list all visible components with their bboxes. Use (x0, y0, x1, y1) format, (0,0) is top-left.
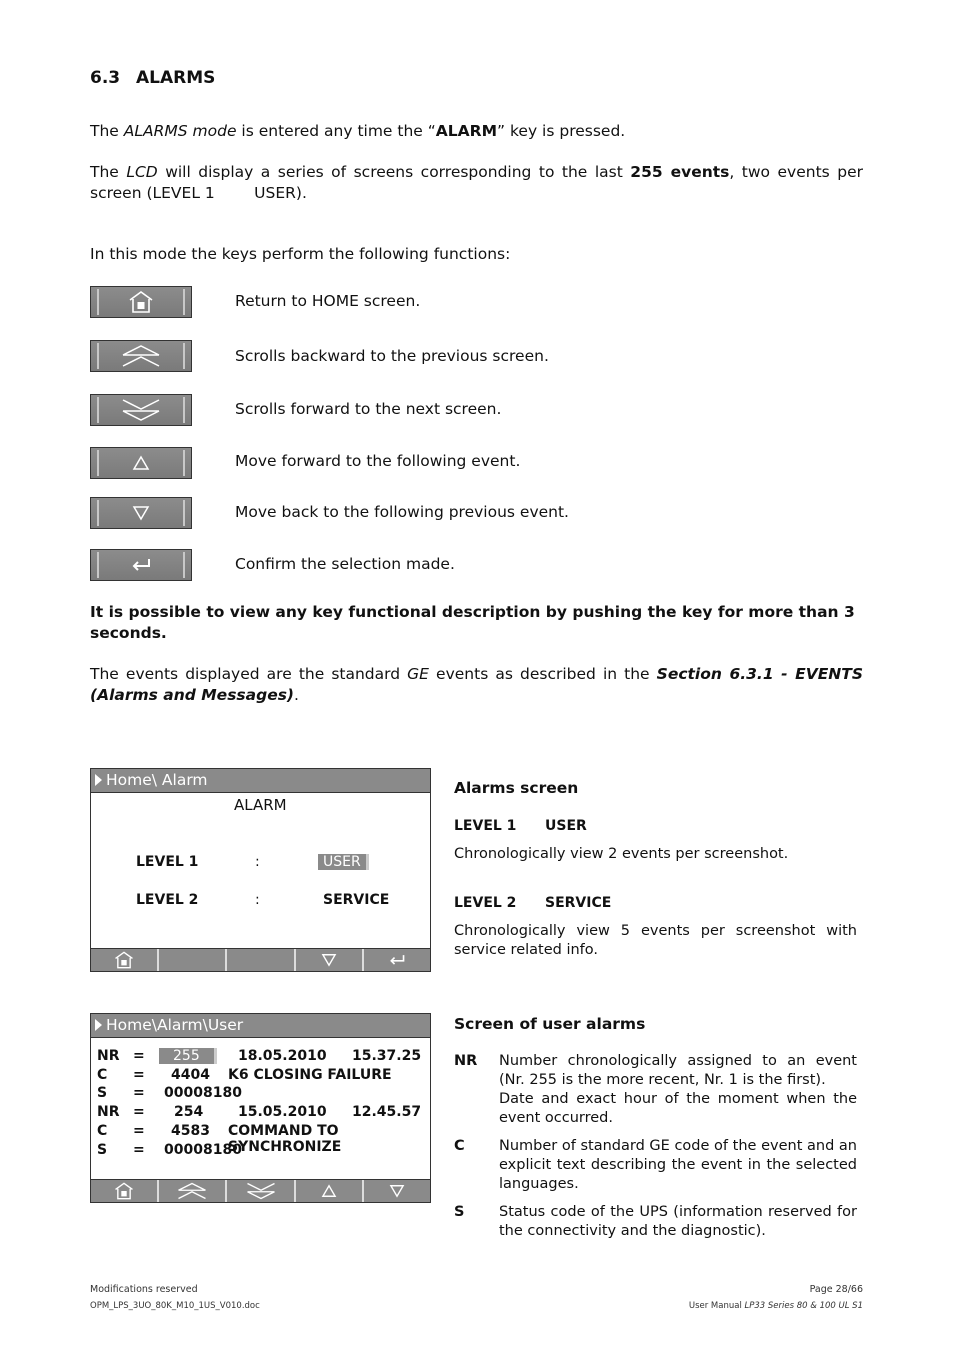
row-eq: = (133, 1085, 145, 1101)
event-code: 4583 (171, 1123, 210, 1139)
event-code: 4404 (171, 1067, 210, 1083)
key-desc-page-down: Scrolls forward to the next screen. (235, 400, 502, 418)
text-italic: ALARMS mode (123, 122, 237, 140)
softkey-empty[interactable] (159, 949, 227, 971)
text: is entered any time the “ (236, 122, 436, 140)
row-key: NR (97, 1104, 120, 1120)
lcd-user-alarms-screen (90, 1013, 431, 1203)
events-paragraph (90, 664, 863, 706)
def-key-nr: NR (454, 1053, 478, 1069)
home-key-button[interactable] (90, 286, 192, 318)
softkey-down[interactable] (364, 1180, 430, 1202)
down-triangle-icon (321, 953, 337, 967)
def-desc-s: Status code of the UPS (information reserved for the connectivity and the diagnostic). (499, 1204, 857, 1239)
softkey-page-down[interactable] (227, 1180, 295, 1202)
row-key: NR (97, 1048, 120, 1064)
row-key: C (97, 1123, 108, 1139)
text-bold: 255 events (630, 163, 730, 181)
selected-value: USER (318, 854, 369, 870)
user-alarms-heading: Screen of user alarms (454, 1015, 646, 1033)
event-time: 12.45.57 (352, 1104, 422, 1120)
row-eq: = (133, 1123, 145, 1139)
event-text: COMMAND TO SYNCHRONIZE (228, 1123, 342, 1155)
row-eq: = (133, 1048, 145, 1064)
key-desc-home: Return to HOME screen. (235, 292, 421, 310)
section-reference: Section 6.3.1 - EVENTS (Alarms and Messages) (90, 665, 864, 704)
level2-description: Chronologically view 5 events per screenshot with service related info. (454, 923, 857, 958)
lcd-level2-value: SERVICE (323, 892, 390, 908)
home-icon (113, 950, 135, 970)
text: The events displayed are the standard (90, 665, 408, 683)
selected-value: 255 (159, 1048, 217, 1064)
row-eq: = (133, 1067, 145, 1083)
page-up-icon (177, 1181, 207, 1201)
page-down-icon (246, 1181, 276, 1201)
enter-key-button[interactable] (90, 549, 192, 581)
footer-filename: OPM_LPS_3UO_80K_M10_1US_V010.doc (90, 1301, 260, 1311)
home-icon (127, 289, 155, 315)
down-triangle-icon (389, 1184, 405, 1198)
section-number: 6.3 (90, 68, 121, 88)
footer-manual-title (689, 1301, 863, 1311)
def-text: Date and exact hour of the moment when the event occurred. (499, 1091, 857, 1126)
page-up-key-button[interactable] (90, 340, 192, 372)
text: events as described in the (428, 665, 657, 683)
lcd-softkey-bar (91, 948, 430, 971)
softkey-empty[interactable] (227, 949, 295, 971)
lcd-level1-sep: : (255, 854, 260, 870)
softkey-down[interactable] (296, 949, 364, 971)
text: User Manual (688, 1301, 745, 1311)
lcd-breadcrumb (91, 1014, 430, 1038)
text-italic: LCD (126, 163, 158, 181)
lcd-level2-sep: : (255, 892, 260, 908)
def-text: Number chronologically assigned to an event (Nr. 255 is the more recent, Nr. 1 is the first). (499, 1053, 857, 1088)
def-key-c: C (454, 1138, 465, 1154)
lcd-level1-label: LEVEL 1 (136, 854, 199, 870)
page-up-icon (121, 343, 161, 369)
row-key: S (97, 1142, 108, 1158)
key-description-note: It is possible to view any key functional description by pushing the key for more than 3 seconds. (90, 603, 855, 642)
text: The (90, 163, 127, 181)
enter-icon (388, 953, 406, 967)
lcd-softkey-bar (91, 1179, 430, 1202)
enter-icon (130, 557, 152, 573)
home-icon (113, 1181, 135, 1201)
def-desc-c: Number of standard GE code of the event and an explicit text describing the event in the selected languages. (499, 1138, 857, 1192)
text: . (294, 686, 299, 704)
up-triangle-icon (321, 1184, 337, 1198)
softkey-up[interactable] (296, 1180, 364, 1202)
key-desc-page-up: Scrolls backward to the previous screen. (235, 347, 549, 365)
status-code: 00008180 (164, 1085, 242, 1101)
intro-paragraph-3: In this mode the keys perform the following functions: (90, 245, 511, 263)
page-down-icon (121, 397, 161, 423)
level2-value: SERVICE (545, 895, 612, 911)
section-heading (90, 68, 215, 88)
key-desc-down: Move back to the following previous event. (235, 503, 569, 521)
arrow-right-icon (95, 774, 102, 786)
text: will display a series of screens corresponding to the last (157, 163, 631, 181)
event-number: 254 (174, 1104, 204, 1120)
lcd-level1-value[interactable] (318, 854, 369, 870)
footer-modifications: Modifications reserved (90, 1284, 198, 1295)
intro-paragraph-2 (90, 162, 863, 204)
level1-label: LEVEL 1 (454, 818, 517, 834)
softkey-home[interactable] (91, 1180, 159, 1202)
lcd-title: ALARM (234, 796, 287, 814)
event-text: K6 CLOSING FAILURE (228, 1067, 392, 1083)
level2-label: LEVEL 2 (454, 895, 517, 911)
key-desc-up: Move forward to the following event. (235, 452, 521, 470)
event-number-selected[interactable] (159, 1048, 217, 1064)
softkey-enter[interactable] (364, 949, 430, 971)
lcd-breadcrumb (91, 769, 430, 793)
text-italic: GE (407, 665, 429, 683)
event-date: 15.05.2010 (238, 1104, 327, 1120)
lcd-alarm-screen (90, 768, 431, 972)
row-eq: = (133, 1142, 145, 1158)
row-key: S (97, 1085, 108, 1101)
breadcrumb-path: Home\ Alarm (106, 771, 208, 789)
status-code: 00008180 (164, 1142, 242, 1158)
down-key-button[interactable] (90, 497, 192, 529)
footer-page-number: Page 28/66 (809, 1284, 863, 1295)
text: ” key is pressed. (497, 122, 626, 140)
level1-description: Chronologically view 2 events per screenshot. (454, 846, 789, 862)
down-triangle-icon (132, 505, 150, 521)
def-desc-nr (499, 1052, 857, 1128)
text: , two events per screen (LEVEL 1 USER). (90, 163, 863, 202)
page-down-key-button[interactable] (90, 394, 192, 426)
def-key-s: S (454, 1204, 465, 1220)
lcd-level2-label: LEVEL 2 (136, 892, 199, 908)
up-triangle-icon (132, 455, 150, 471)
up-key-button[interactable] (90, 447, 192, 479)
alarms-screen-heading: Alarms screen (454, 779, 579, 797)
text-bold: ALARM (435, 122, 498, 140)
text: The (90, 122, 124, 140)
row-key: C (97, 1067, 108, 1083)
arrow-right-icon (95, 1019, 102, 1031)
event-date: 18.05.2010 (238, 1048, 327, 1064)
level1-value: USER (545, 818, 587, 834)
intro-paragraph-1 (90, 121, 863, 142)
row-eq: = (133, 1104, 145, 1120)
softkey-home[interactable] (91, 949, 159, 971)
softkey-page-up[interactable] (159, 1180, 227, 1202)
key-desc-enter: Confirm the selection made. (235, 555, 455, 573)
breadcrumb-path: Home\Alarm\User (106, 1016, 244, 1034)
event-time: 15.37.25 (352, 1048, 422, 1064)
text-italic: LP33 Series 80 & 100 UL S1 (744, 1301, 863, 1311)
section-title: ALARMS (136, 68, 216, 88)
